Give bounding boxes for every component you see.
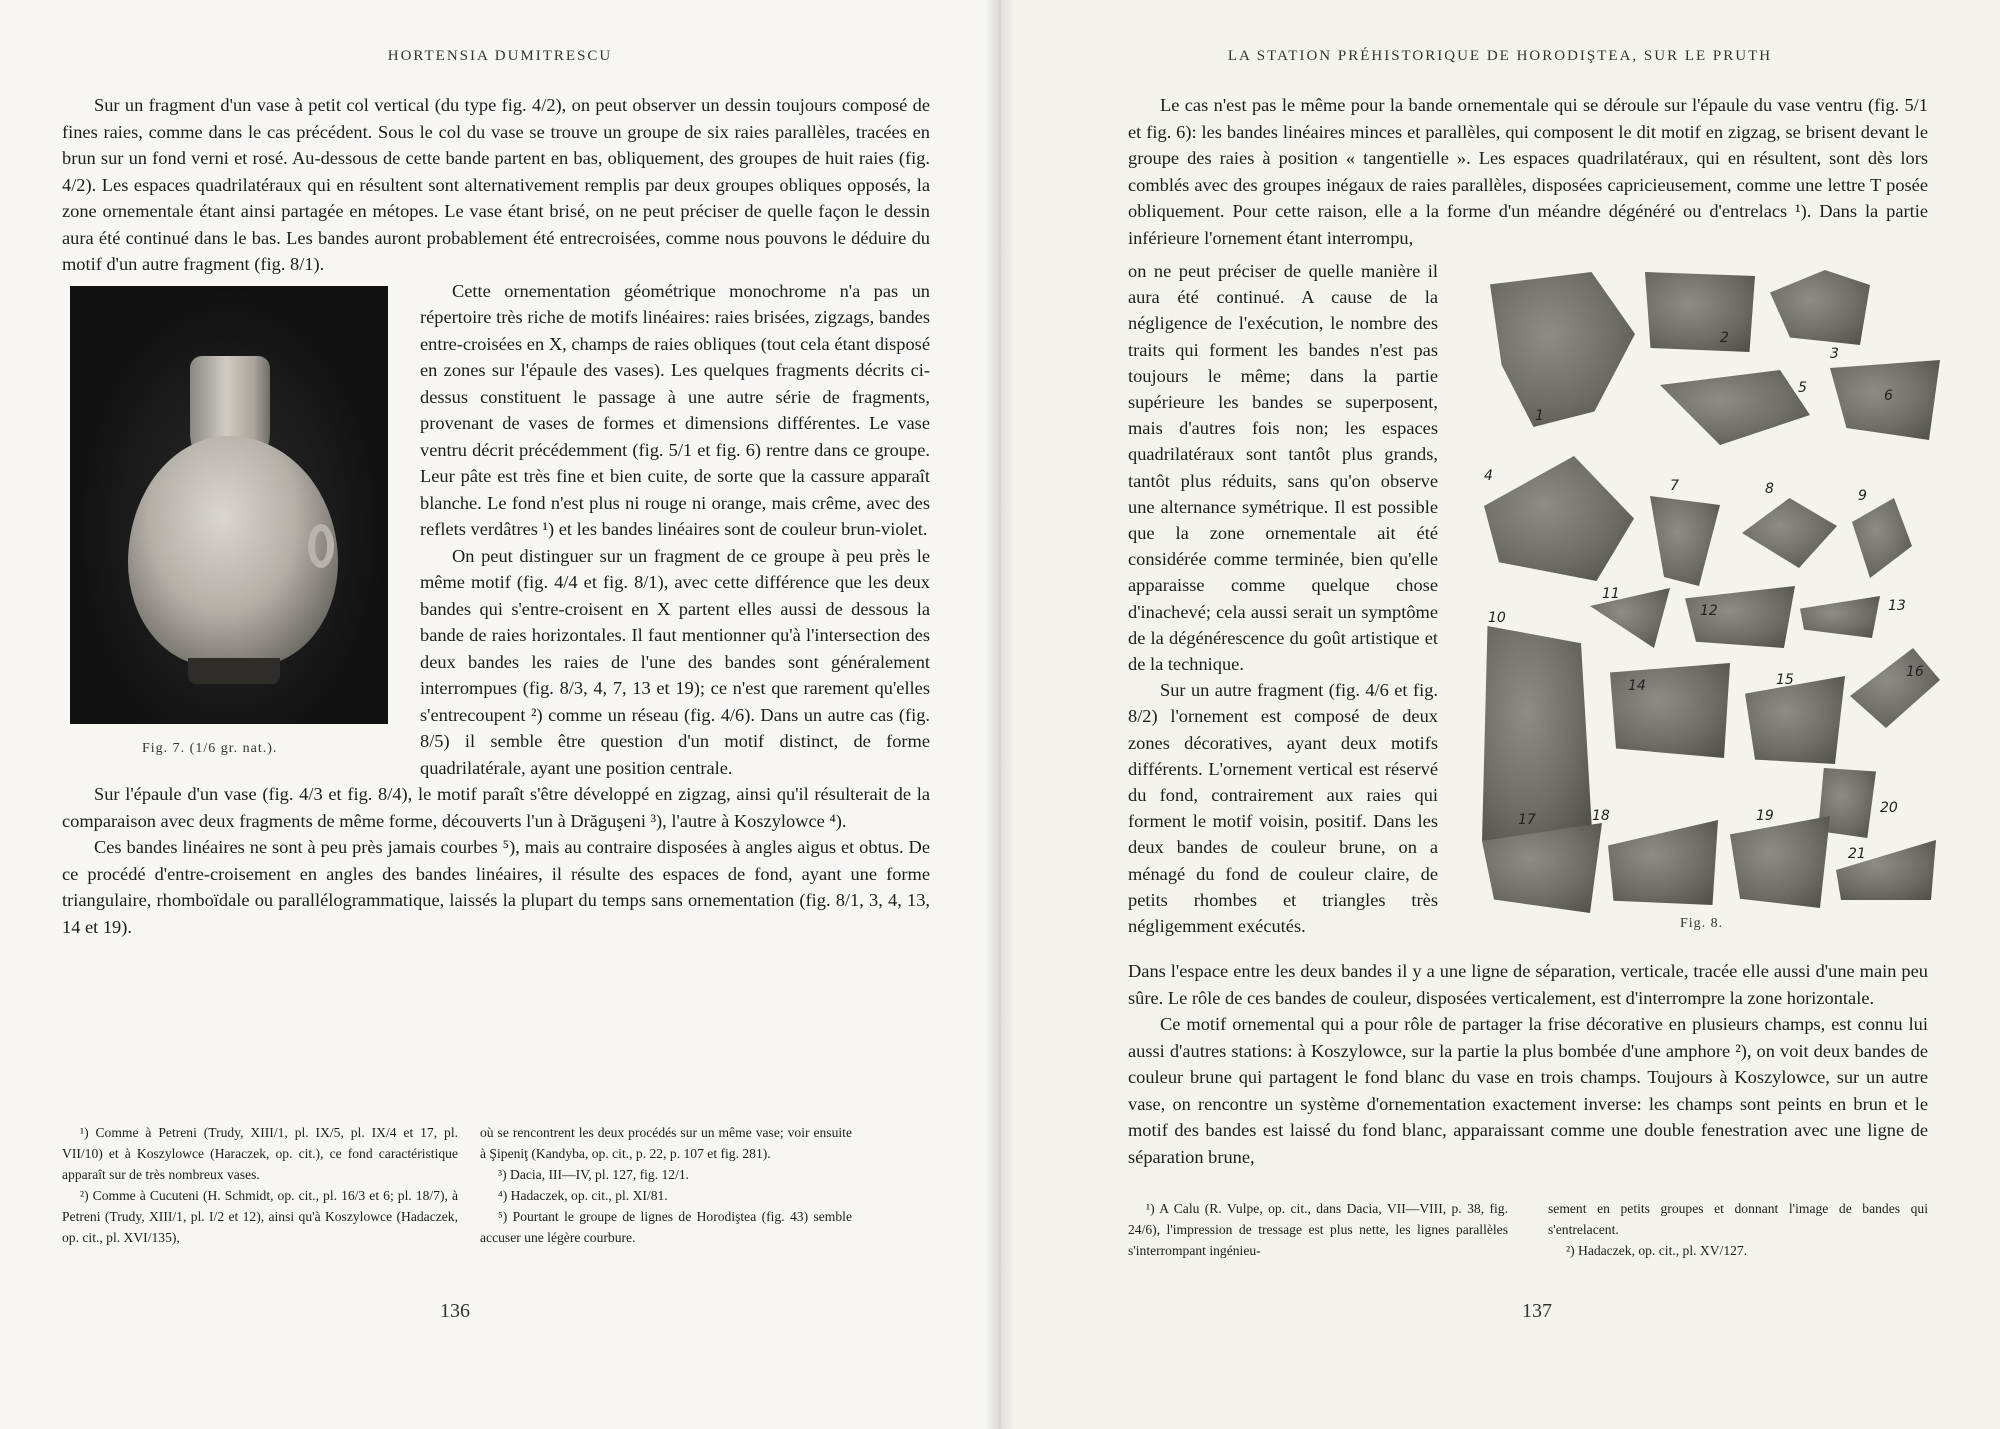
sherd-number: 2 [1720, 330, 1729, 346]
paragraph: Sur un autre fragment (fig. 4/6 et fig. 8/2) l'ornement est composé de deux zones décoratives, ayant deux motifs différents. L'ornement vertical est réservé du fond, contrairement aux raies qui forment le motif voisin, positif. Dans les deux bandes de couleur brune, on a ménagé du fond de couleur claire, de petits rhombes et triangles très négligemment exécutés. [1128, 680, 1438, 937]
sherd-number: 1 [1535, 408, 1544, 424]
left-footnotes-col2 [480, 1122, 852, 1248]
footnote: où se rencontrent les deux procédés sur un même vase; voir ensuite à Şipeniţ (Kandyba, op. cit., p. 22, p. 107 et fig. 281). [480, 1125, 852, 1161]
paragraph: Le cas n'est pas le même pour la bande ornementale qui se déroule sur l'épaule du vase ventru (fig. 5/1 et fig. 6): les bandes linéaires minces et parallèles, qui composent le dit motif en zigzag, se brisent devant le groupe des raies à position « tangentielle ». Les espaces quadrilatéraux, qui en résultent, sont dès lors comblés avec des groupes inégaux de raies parallèles, disposées capricieusement, comme une lettre T posée obliquement. Pour cette raison, elle a la forme d'un méandre dégénéré ou d'entrelacs ¹). Dans la partie inférieure l'ornement étant interrompu, [1128, 95, 1928, 248]
paragraph: Ce motif ornemental qui a pour rôle de partager la frise décorative en plusieurs champs, est connu lui aussi d'autres stations: à Koszylowce, sur la partie la plus bombée d'une amphore ²), on voit deux bandes de couleur brune qui partagent le fond blanc du vase en trois champs. Toujours à Koszylowce, sur un autre vase, on rencontre un système d'ornementation exactement inverse: les champs sont peints en brun et le motif des bandes est laissé du fond blanc, apparaissant comme une double fenestration avec une ligne de séparation brune, [1128, 1014, 1928, 1167]
left-running-head: HORTENSIA DUMITRESCU [387, 48, 613, 64]
sherd-number: 14 [1628, 678, 1646, 694]
sherd-13 [1800, 596, 1880, 638]
right-footnotes-col2 [1548, 1198, 1928, 1261]
sherd-number: 19 [1756, 808, 1774, 824]
footnote: sement en petits groupes et donnant l'image de bandes qui s'entrelacent. [1548, 1201, 1928, 1237]
sherd-4 [1484, 456, 1634, 581]
sherd-number: 8 [1765, 481, 1774, 497]
sherd-2 [1645, 272, 1755, 352]
sherd-number: 4 [1484, 468, 1493, 484]
sherd-number: 18 [1592, 808, 1610, 824]
paragraph: on ne peut préciser de quelle manière il aura été continué. A cause de la négligence de l'exécution, le nombre des traits qui forment les bandes n'est pas toujours le même; dans la partie supérieure les bandes se superposent, mais d'autres fois non; les espaces quadrilatéraux sont tantôt plus grands, tantôt plus réduits, sans qu'on observe une alternance symétrique. Il est possible que la zone ornementale ait été considérée comme terminée, bien qu'elle apparaisse comme quelque chose d'inachevé; cela aussi serait un symptôme de la dégénérescence du goût artistique et de la technique. [1128, 261, 1438, 675]
figure-8-caption: Fig. 8. [1680, 916, 1724, 931]
sherd-number: 17 [1518, 812, 1536, 828]
figure-7-caption: Fig. 7. (1/6 gr. nat.). [142, 740, 278, 756]
sherd-number: 15 [1776, 672, 1794, 688]
sherd-10 [1482, 626, 1592, 841]
paragraph: Dans l'espace entre les deux bandes il y a une ligne de séparation, verticale, tracée elle aussi d'une main peu sûre. Le rôle de ces bandes de couleur, disposées verticalement, est d'interrompre la zone horizontale. [1128, 961, 1928, 1008]
footnote: ⁴) Hadaczek, op. cit., pl. XI/81. [498, 1188, 668, 1203]
right-page [1000, 0, 2000, 1429]
sherd-number: 6 [1884, 388, 1893, 404]
sherd-8 [1742, 498, 1837, 568]
sherd-16 [1850, 648, 1940, 728]
sherd-number: 11 [1602, 586, 1620, 602]
left-body-text [62, 92, 930, 940]
footnote: ⁵) Pourtant le groupe de lignes de Horodiştea (fig. 43) semble accuser une légère courbure. [480, 1209, 852, 1245]
footnote: ²) Hadaczek, op. cit., pl. XV/127. [1566, 1243, 1748, 1258]
sherd-3 [1770, 270, 1870, 345]
sherd-9 [1852, 498, 1912, 578]
sherd-18 [1608, 820, 1718, 905]
vase-handle-shape [308, 524, 334, 568]
figure-7 [62, 286, 392, 756]
footnote: ¹) A Calu (R. Vulpe, op. cit., dans Dacia, VII—VIII, p. 38, fig. 24/6), l'impression de tressage est plus nette, les lignes parallèles s'interrompant ingénieu- [1128, 1201, 1508, 1258]
sherd-number: 5 [1798, 380, 1807, 396]
right-footnotes-col1 [1128, 1198, 1508, 1261]
sherd-number: 12 [1700, 603, 1718, 619]
left-footnotes-col1 [62, 1122, 458, 1248]
vase-foot-shape [188, 658, 280, 684]
paragraph: Ces bandes linéaires ne sont à peu près jamais courbes ⁵), mais au contraire disposées à angles aigus et obtus. De ce procédé d'entre-croisement en angles des bandes linéaires, il résulte des espaces de fond, ayant une forme triangulaire, rhomboïdale ou parallélogrammatique, laissés la plupart du temps sans ornementation (fig. 8/1, 3, 4, 13, 14 et 19). [62, 837, 930, 937]
sherd-7 [1650, 496, 1720, 586]
right-body-text-top [1128, 92, 1928, 251]
sherd-number: 3 [1830, 346, 1839, 362]
paragraph: Cette ornementation géométrique monochrome n'a pas un répertoire très riche de motifs linéaires: raies brisées, zigzags, bandes entre-croisées en X, champs de raies obliques (tout cela étant disposé en zones sur l'épaule des vases). Les quelques fragments décrits ci-dessus constituent le passage à une autre série de fragments, provenant de vases de formes et dimensions différentes. Le vase ventru décrit précédemment (fig. 5/1 et fig. 6) rentre dans ce groupe. Leur pâte est très fine et bien cuite, de sorte que la cassure apparaît blanche. Le fond n'est plus ni rouge ni orange, mais crême, avec des reflets verdâtres ¹) et les bandes linéaires sont de couleur brun-violet. [420, 280, 930, 539]
sherd-number: 16 [1906, 664, 1924, 680]
right-body-text-column [1128, 258, 1438, 939]
sherd-number: 10 [1488, 610, 1506, 626]
footnote: ³) Dacia, III—IV, pl. 127, fig. 12/1. [498, 1167, 690, 1182]
right-body-text-bottom [1128, 958, 1928, 1170]
sherd-number: 20 [1880, 800, 1898, 816]
sherd-number: 7 [1670, 478, 1679, 494]
right-page-number: 137 [1522, 1300, 1552, 1322]
paragraph: Sur l'épaule d'un vase (fig. 4/3 et fig. 8/4), le motif paraît s'être développé en zigzag, ainsi qu'il résulterait de la comparaison avec deux fragments de même forme, découverts l'un à Drăguşeni ³), l'autre à Koszylowce ⁴). [62, 784, 930, 831]
sherd-15 [1745, 676, 1845, 764]
book-gutter-shadow [985, 0, 1015, 1429]
sherd-number: 21 [1848, 846, 1866, 862]
sherd-5 [1660, 370, 1810, 445]
footnote: ¹) Comme à Petreni (Trudy, XIII/1, pl. IX/5, pl. IX/4 et 17, pl. VII/10) et à Koszylowce (Haraczek, op. cit.), ce fond caractéristique apparaît sur de très nombreux vases. [62, 1125, 458, 1182]
left-page-number: 136 [440, 1300, 470, 1322]
vase-body-shape [128, 436, 338, 666]
paragraph: Sur un fragment d'un vase à petit col vertical (du type fig. 4/2), on peut observer un dessin toujours composé de fines raies, comme dans le cas précédent. Sous le col du vase se trouve un groupe de six raies parallèles, tracées en brun sur un fond verni et rosé. Au-dessous de cette bande partent en bas, obliquement, des groupes de huit raies (fig. 4/2). Les espaces quadrilatéraux qui en résultent sont alternativement remplis par deux groupes obliques opposés, la zone ornementale étant ainsi partagée en métopes. Le vase étant brisé, on ne peut préciser de quelle façon le dessin aura été continué dans le bas. Les bandes auront probablement été entrecroisées, comme nous pouvons le déduire du motif d'un autre fragment (fig. 8/1). [62, 95, 930, 274]
sherd-number: 13 [1888, 598, 1906, 614]
sherd-19 [1730, 816, 1830, 908]
paragraph: On peut distinguer sur un fragment de ce groupe à peu près le même motif (fig. 4/4 et fig. 8/1), avec cette différence que les deux bandes qui s'entre-croisent en X partent elles aussi de dessous la bande de raies horizontales. Il faut mentionner qu'à l'intersection des deux bandes les raies de l'une des bandes sont généralement interrompues (fig. 8/3, 4, 7, 13 et 19); ce n'est que rarement qu'elles s'entrecoupent ²) comme un réseau (fig. 4/6). Dans un autre cas (fig. 8/5) il semble être question d'un motif distinct, de forme quadrilatérale, ayant une position centrale. [420, 545, 930, 778]
vase-photo [70, 286, 388, 724]
sherd-number: 9 [1858, 488, 1867, 504]
sherd-1 [1490, 272, 1635, 427]
figure-8-plate [1480, 268, 1948, 931]
footnote: ²) Comme à Cucuteni (H. Schmidt, op. cit., pl. 16/3 et 6; pl. 18/7), à Petreni (Trudy, XIII/1, pl. I/2 et 12), ainsi qu'à Koszylowce (Hadaczek, op. cit., pl. XVI/135), [62, 1188, 458, 1245]
right-running-head: LA STATION PRÉHISTORIQUE DE HORODIŞTEA, SUR LE PRUTH [1227, 48, 1773, 64]
